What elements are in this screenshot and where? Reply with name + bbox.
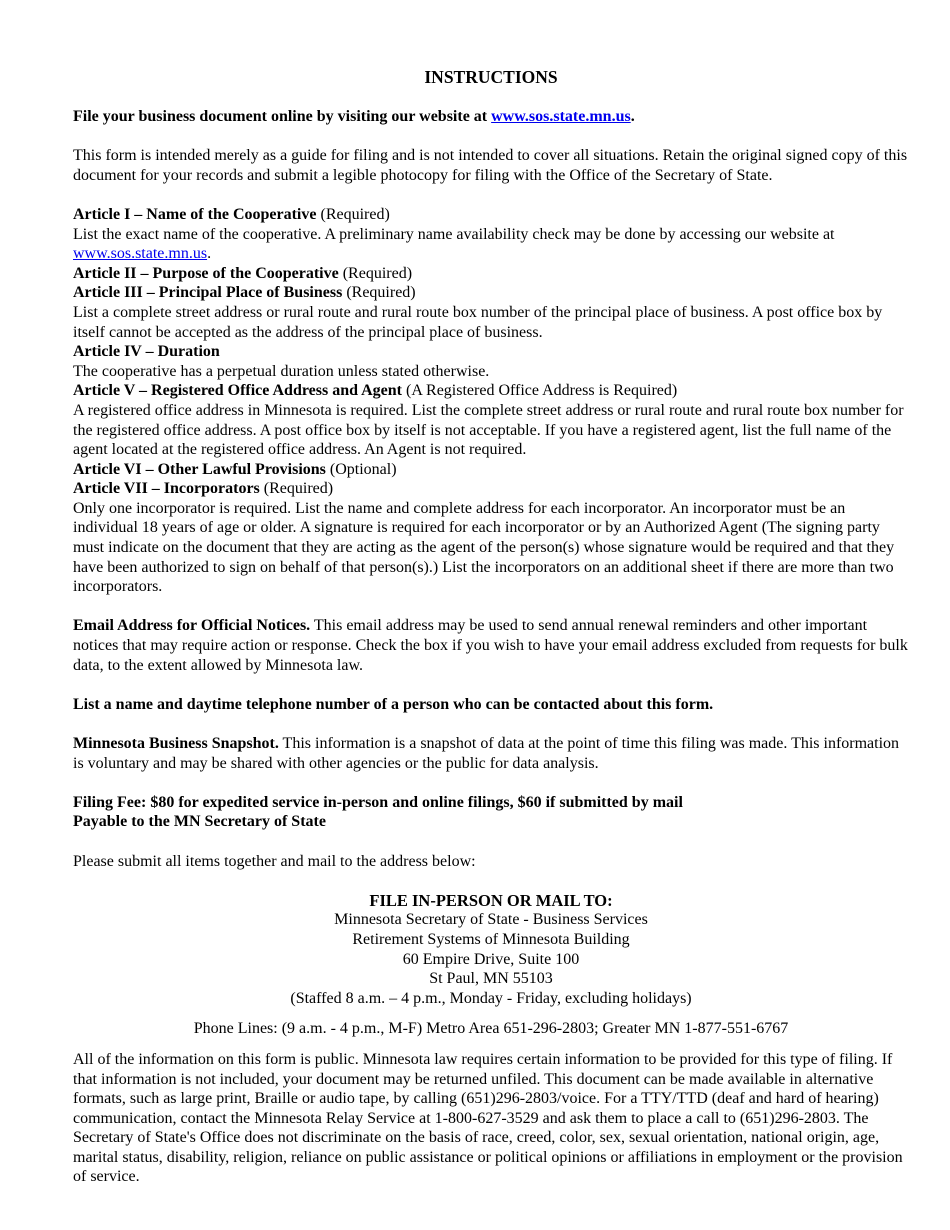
article-4-body: The cooperative has a perpetual duration unless stated otherwise. <box>73 362 490 380</box>
address-line-1: Minnesota Secretary of State - Business Services <box>334 911 648 929</box>
address-line-2: Retirement Systems of Minnesota Building <box>352 930 630 948</box>
contact-instruction: List a name and daytime telephone number of a person who can be contacted about this form. <box>73 695 714 713</box>
snapshot-paragraph <box>73 734 909 773</box>
address-line-3: 60 Empire Drive, Suite 100 <box>402 950 580 968</box>
submit-instruction: Please submit all items together and mail to the address below: <box>73 852 476 870</box>
article-7-body: Only one incorporator is required. List the name and complete address for each incorporator. An incorporator must be an individual 18 years of age or older. A signature is required for each incorporator or by an Authorized Agent (The signing party must indicate on the document that they are acting as the agent of the person(s) whose signature would be required and that they have been authorized to sign on behalf of that person(s).) List the incorporators on an additional sheet if there are more than two incorporators. <box>73 499 895 596</box>
email-paragraph <box>73 616 909 675</box>
address-title: FILE IN-PERSON OR MAIL TO: <box>369 890 613 910</box>
intro-paragraph: This form is intended merely as a guide for filing and is not intended to cover all situations. Retain the original signed copy of this document for your records and submit a legible photocopy for filing with the Office of the Secretary of State. <box>73 147 908 184</box>
article-1-body <box>73 225 909 264</box>
article-1-suffix: . <box>207 245 212 263</box>
article-3-note: (Required) <box>342 284 416 302</box>
phone-lines: Phone Lines: (9 a.m. - 4 p.m., M-F) Metro Area 651-296-2803; Greater MN 1-877-551-6767 <box>193 1020 789 1038</box>
article-7-heading: Article VII – Incorporators <box>73 480 260 498</box>
snapshot-heading: Minnesota Business Snapshot. <box>73 735 279 752</box>
office-hours: (Staffed 8 a.m. – 4 p.m., Monday - Friday, excluding holidays) <box>290 989 692 1007</box>
article-1-heading: Article I – Name of the Cooperative <box>73 205 317 223</box>
article-2 <box>73 264 909 284</box>
article-1-website-link[interactable]: www.sos.state.mn.us <box>73 245 208 263</box>
instructions-page <box>73 66 909 1187</box>
article-1 <box>73 205 909 225</box>
article-6-note: (Optional) <box>325 460 397 478</box>
fee-payable: Payable to the MN Secretary of State <box>73 813 326 831</box>
article-6-heading: Article VI – Other Lawful Provisions <box>73 460 326 478</box>
article-3-heading: Article III – Principal Place of Business <box>73 284 343 302</box>
article-5 <box>73 381 909 401</box>
email-heading: Email Address for Official Notices. <box>73 617 311 635</box>
article-3 <box>73 283 909 303</box>
article-3-body: List a complete street address or rural route and rural route box number of the principal place of business. A post office box by itself cannot be accepted as the address of the principal place of business. <box>73 303 883 341</box>
email-body: This email address may be used to send annual renewal reminders and other important notices that may require action or response. Check the box if you wish to have your email address excluded from requests for bulk data, to the extent allowed by Minnesota law. <box>73 617 908 674</box>
article-1-text: List the exact name of the cooperative. A preliminary name availability check may be done by accessing our website at <box>73 225 835 243</box>
article-5-body: A registered office address in Minnesota is required. List the complete street address or rural route and rural route box number for the registered office address. A post office box by itself is not acceptable. If you have a registered agent, list the full name of the agent located at the registered office address. An Agent is not required. <box>73 401 904 459</box>
filing-fee: Filing Fee: $80 for expedited service in-person and online filings, $60 if submitted by mail <box>73 793 683 811</box>
article-2-heading: Article II – Purpose of the Cooperative <box>73 264 339 282</box>
article-6 <box>73 460 909 480</box>
website-link[interactable]: www.sos.state.mn.us <box>491 108 631 125</box>
snapshot-body: This information is a snapshot of data at the point of time this filing was made. This information is voluntary and may be shared with other agencies or the public for data analysis. <box>73 735 900 772</box>
article-5-heading: Article V – Registered Office Address and Agent <box>73 382 403 400</box>
article-1-note: (Required) <box>316 205 390 223</box>
online-prefix: File your business document online by visiting our website at <box>73 108 492 125</box>
online-filing-notice <box>73 107 909 127</box>
article-7-note: (Required) <box>259 480 334 498</box>
page-title: INSTRUCTIONS <box>424 67 558 87</box>
mailing-address <box>73 891 909 1009</box>
article-4-heading: Article IV – Duration <box>73 343 220 361</box>
public-information-notice: All of the information on this form is public. Minnesota law requires certain information to be provided for this type of filing. If that information is not included, your document may be returned unfiled. This document can be made available in alternative formats, such as large print, Braille or audio tape, by calling (651)296-2803/voice. For a TTY/TTD (deaf and hard of hearing) communication, contact the Minnesota Relay Service at 1-800-627-3529 and ask them to place a call to (651)296-2803. The Secretary of State's Office does not discriminate on the basis of race, creed, color, sex, sexual orientation, national origin, age, marital status, disability, religion, reliance on public assistance or political opinions or affiliations in employment or the provision of service. <box>73 1050 903 1186</box>
article-7 <box>73 479 909 499</box>
address-line-4: St Paul, MN 55103 <box>429 970 553 988</box>
article-2-note: (Required) <box>338 264 413 282</box>
article-5-note: (A Registered Office Address is Required) <box>402 382 678 400</box>
online-suffix: . <box>630 108 635 125</box>
